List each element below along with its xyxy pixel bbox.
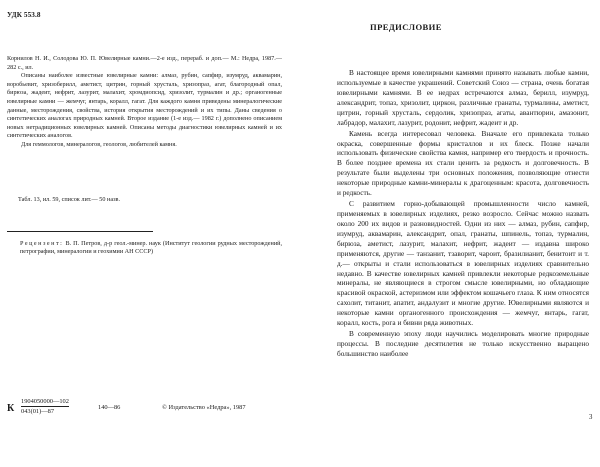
code-suffix: 140—86	[98, 404, 121, 411]
udk-code: УДК 553.8	[7, 11, 41, 19]
k-letter: К	[7, 403, 15, 414]
preface-body	[337, 68, 589, 360]
code-fraction	[21, 398, 69, 415]
biblio-audience: Для геммологов, минералогов, геологов, любителей камня.	[21, 140, 177, 148]
divider-line	[7, 231, 153, 232]
reviewer-text: В. П. Петров, д-р геол.-минер. наук (Институт геологии рудных месторождений, петрографии, минералогии и геохимии АН СССР)	[20, 240, 282, 256]
fraction-top: 1904050000—102	[21, 398, 69, 405]
page-number: 3	[589, 414, 593, 421]
tables-illustrations-count: Табл. 13, ил. 59, список лит.— 50 назв.	[18, 196, 120, 203]
reviewer-label: Рецензент:	[20, 240, 64, 247]
preface-paragraph: Камень всегда интересовал человека. Вначале его привлекала только окраска, совершенные формы кристаллов и их блеск. Позже начали использовать физические свойства камня, например его твердость и прочность. В более позднее времена их стали ценить за редкость и долговечность. В результате были выделены три основных положения, позволяющие отнести некоторые природные камни-минералы к драгоценным: красота, долговечность и редкость.	[337, 128, 589, 198]
page-title: ПРЕДИСЛОВИЕ	[370, 22, 442, 32]
biblio-description: Описаны наиболее известные ювелирные камни: алмаз, рубин, сапфир, изумруд, аквамарин, воробьевит, хризоберилл, аметист, цитрин, горный хрусталь, хризопраз, агат, благородный опал, бирюза, жадеит, нефрит, лазурит, малахит, хромдиопсид, хризолит, турмалин и др.; органогенные ювелирные камни — жемчуг, янтарь, коралл, гагат. Для каждого камня приведены минералогические данные, месторождения, свойства, история открытия месторождений и их типы. Даны сведения о синтетических аналогах природных камней. Второе издание (1-е изд.— 1982 г.) дополнено описанием новых нетрадиционных ювелирных камней. Описаны методы диагностики ювелирных камней и их синтетических аналогов.	[7, 72, 282, 140]
fraction-bottom: 043(01)—87	[21, 408, 55, 415]
reviewer-block	[20, 240, 282, 257]
preface-paragraph: В настоящее время ювелирными камнями принято называть любые камни, используемые в качестве украшений. Советский Союз — страна, очень богатая ювелирными камнями. В ее недрах встречаются алмаз, берилл, изумруд, александрит, топаз, хризолит, циркон, различные гранаты, турмалины, аметист, цитрин, горный хрусталь, сердолик, хризопраз, агаты, авантюрин, амазонит, лабрадор, малахит, лазурит, родонит, нефрит, жадеит и др.	[337, 68, 589, 127]
copyright-notice: © Издательство «Недра», 1987	[162, 404, 246, 411]
bibliographic-annotation	[7, 55, 282, 150]
preface-paragraph: С развитием горно-добывающей промышленности число камней, применяемых в ювелирных изделиях, резко возросло. Сейчас можно назвать около 200 их видов и разновидностей. Одни из них — алмаз, рубин, сапфир, изумруд, аквамарин, александрит, опал, гранаты, шпинель, топаз, турмалин, бирюза, аметист, лазурит, малахит, нефрит, жадеит — издавна широко применяются, другие — танзанит, тзаворит, чароит, бразилианит, бенитоит и т. д.— открыты и стали использоваться в ювелирных изделиях сравнительно недавно. В качестве ювелирных камней привлекли некоторые редкоземельные минералы, не являющиеся в строгом смысле ювелирными, но обладающие красивой окраской, астеризмом или эффектом кошачьего глаза. К ним относятся сахолит, титанит, апатит, андалузит и многие другие. Ювелирными являются и некоторые камни органогенного происхождения — жемчуг, янтарь, гагат, коралл, кость, рога и бивни ряда животных.	[337, 199, 589, 328]
biblio-citation: Корнилов Н. И., Солодова Ю. П. Ювелирные камни.—2-е изд., перераб. и доп.— М.: Недра, 1987.— 282 с., ил.	[7, 55, 282, 71]
preface-paragraph: В современную эпоху люди научились моделировать многие природные процессы. В последние десятилетия не только искусственно выращено большинство наиболее	[337, 329, 589, 358]
